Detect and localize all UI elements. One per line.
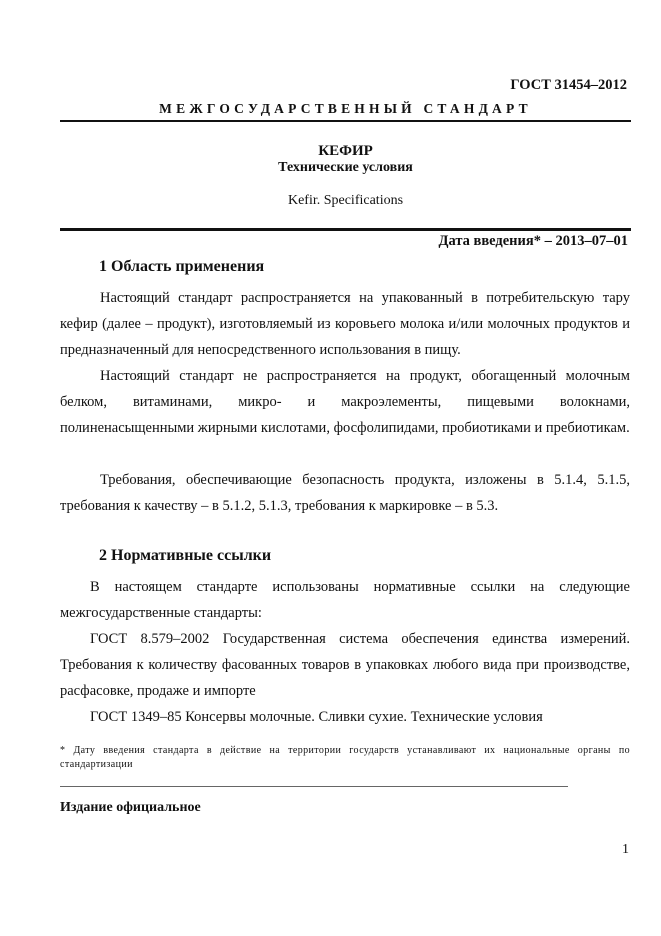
section-1-paragraph-2: Настоящий стандарт не распространяется на продукт, обогащенный молочным белком, витаминами, микро- и макроэлементы, пищевыми волокнами, полиненасыщенными жирными кислотами, фосфолипидами, пробиотиками и пребиотикам. (60, 368, 630, 436)
introduction-date: Дата введения* – 2013–07–01 (438, 233, 628, 249)
english-title: Kefir. Specifications (287, 193, 404, 208)
section-1-heading: 1 Область применения (99, 258, 265, 275)
section-2-reference-1: ГОСТ 8.579–2002 Государственная система обеспечения единства измерений. Требования к количеству фасованных товаров в упаковках любого вида при производстве, расфасовке, продаже и импорте (60, 631, 630, 699)
edition-label: Издание официальное (60, 800, 201, 815)
footnote: * Дату введения стандарта в действие на территории государств устанавливают их национальные органы по стандартизации (60, 745, 630, 770)
header-rule (60, 120, 631, 122)
document-subtitle: Технические условия (278, 160, 413, 175)
page-number: 1 (622, 842, 629, 857)
gost-number: ГОСТ 31454–2012 (510, 77, 627, 93)
section-2-heading: 2 Нормативные ссылки (99, 547, 272, 564)
section-2-paragraph-1: В настоящем стандарте использованы нормативные ссылки на следующие межгосударственные стандарты: (60, 579, 630, 621)
title-rule (60, 228, 631, 231)
section-1-paragraph-3: Требования, обеспечивающие безопасность продукта, изложены в 5.1.4, 5.1.5, требования к качеству – в 5.1.2, 5.1.3, требования к маркировке – в 5.3. (60, 472, 630, 514)
document-title: КЕФИР (318, 143, 373, 159)
standard-type: МЕЖГОСУДАРСТВЕННЫЙ СТАНДАРТ (159, 101, 532, 116)
section-2-reference-2: ГОСТ 1349–85 Консервы молочные. Сливки сухие. Технические условия (90, 709, 543, 725)
section-1-paragraph-1: Настоящий стандарт распространяется на упакованный в потребительскую тару кефир (далее – продукт), изготовляемый из коровьего молока и/или молочных продуктов и предназначенный для непосредственного использования в пищу. (60, 290, 630, 358)
footnote-rule (60, 786, 568, 787)
